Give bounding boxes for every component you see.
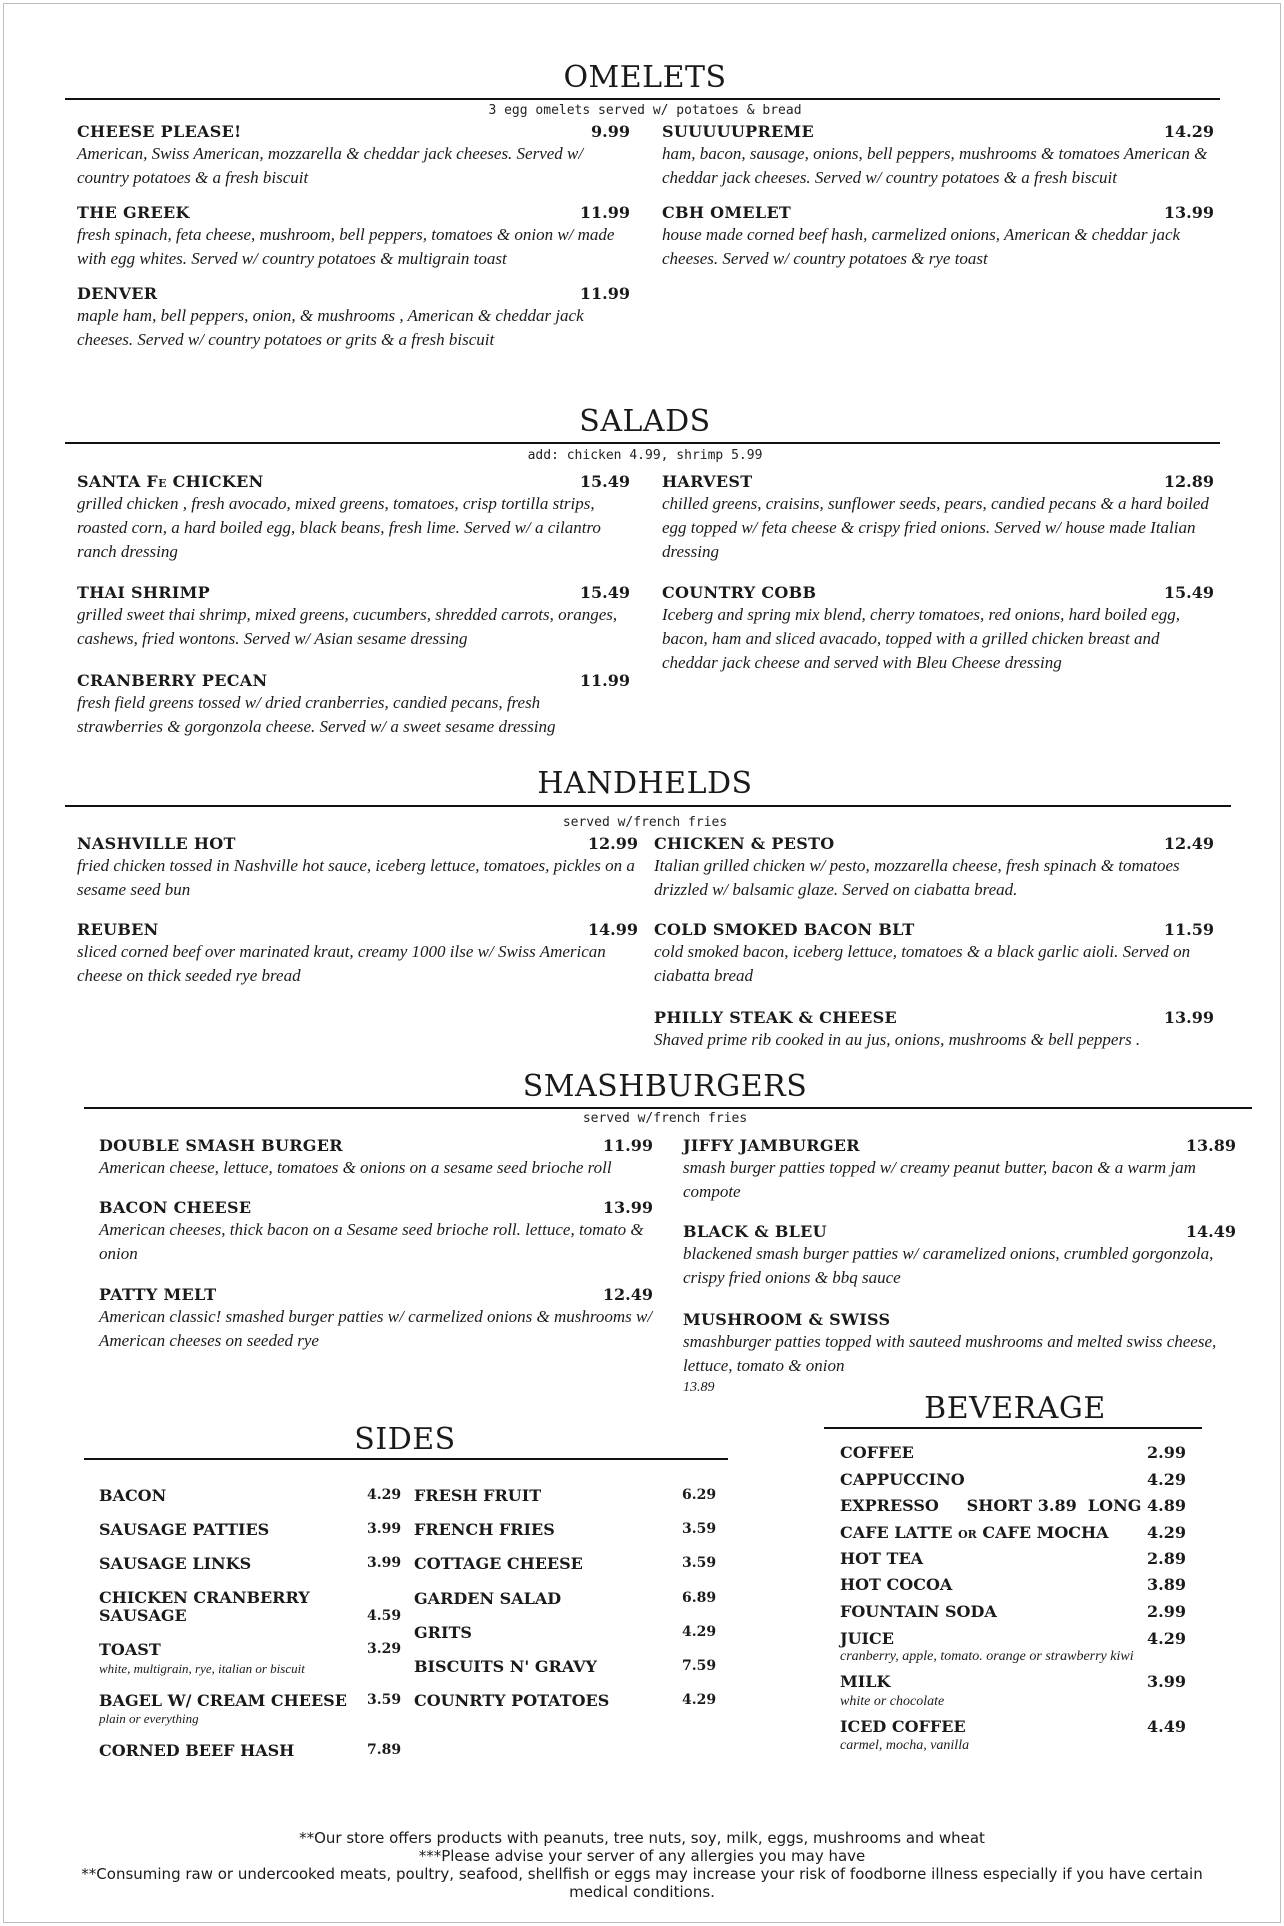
beverage-item (840, 1549, 1186, 1568)
item-name: CHEESE PLEASE! (77, 122, 242, 141)
item-price: 13.99 (602, 1198, 653, 1217)
salads-note: add: chicken 4.99, shrimp 5.99 (527, 448, 763, 463)
item-name: CBH OMELET (662, 203, 792, 222)
item-name: MUSHROOM & SWISS (683, 1310, 891, 1329)
beverage-item (840, 1672, 1186, 1691)
item-name: PHILLY STEAK & CHEESE (654, 1008, 897, 1027)
beverage-name: CAPPUCCINO (840, 1470, 965, 1489)
item-description: chilled greens, craisins, sunflower seeds, pears, candied pecans & a hard boiled egg topped w/ feta cheese & crispy fried onions. Served w/ house made Italian dressing (662, 494, 1209, 561)
item-price: 13.89 (683, 1380, 715, 1395)
menu-item (662, 122, 1214, 190)
beverage-price: 2.89 (1147, 1549, 1186, 1568)
menu-item (662, 583, 1214, 675)
beverage-name: ICED COFFEE (840, 1717, 966, 1736)
item-description: ham, bacon, sausage, onions, bell peppers, mushrooms & tomatoes American & cheddar jack cheeses. Served w/ country potatoes & a fresh biscuit (662, 144, 1208, 187)
smashburgers-note: served w/french fries (582, 1111, 748, 1126)
side-price: 3.99 (367, 1521, 402, 1537)
side-name: SAUSAGE PATTIES (99, 1520, 270, 1539)
side-name: FRENCH FRIES (414, 1520, 555, 1539)
item-description: fried chicken tossed in Nashville hot sauce, iceberg lettuce, tomatoes, pickles on a sesame seed bun (77, 856, 635, 899)
item-description: fresh field greens tossed w/ dried cranberries, candied pecans, fresh strawberries & gorgonzola cheese. Served w/ a sweet sesame dressing (77, 693, 556, 736)
menu-item (77, 671, 630, 739)
menu-item (654, 1008, 1214, 1052)
item-price: 15.49 (579, 583, 630, 602)
item-price: 14.29 (1163, 122, 1214, 141)
beverage-price: 4.29 (1147, 1470, 1186, 1489)
item-price: 15.49 (1163, 583, 1214, 602)
sides-title: SIDES (354, 1422, 456, 1457)
beverage-price: 4.29 (1147, 1523, 1186, 1542)
item-price: 12.49 (602, 1285, 653, 1304)
item-description: American classic! smashed burger patties w/ carmelized onions & mushrooms w/ American cheeses on seeded rye (99, 1307, 653, 1350)
item-description: grilled sweet thai shrimp, mixed greens, cucumbers, shredded carrots, oranges, cashews, fried wontons. Served w/ Asian sesame dressing (77, 605, 618, 648)
beverage-price: 3.99 (1147, 1672, 1186, 1691)
item-name: CRANBERRY PECAN (77, 671, 268, 690)
menu-item (654, 834, 1214, 902)
item-name: COUNTRY COBB (662, 583, 817, 602)
beverage-item (840, 1496, 1186, 1515)
item-price: 14.49 (1185, 1222, 1236, 1241)
beverage-name: EXPRESSO SHORT 3.89 LONG (840, 1496, 1142, 1515)
item-name: HARVEST (662, 472, 753, 491)
side-price: 4.29 (682, 1692, 717, 1708)
side-price: 7.89 (367, 1742, 402, 1758)
item-description: smashburger patties topped with sauteed mushrooms and melted swiss cheese, lettuce, tomato & onion (683, 1332, 1217, 1375)
handhelds-rule (65, 805, 1231, 807)
beverage-price: 4.49 (1147, 1717, 1186, 1736)
beverage-item (840, 1629, 1186, 1648)
item-name: JIFFY JAMBURGER (683, 1136, 860, 1155)
beverage-name: FOUNTAIN SODA (840, 1602, 997, 1621)
omelets-note: 3 egg omelets served w/ potatoes & bread (488, 103, 802, 118)
item-name: PATTY MELT (99, 1285, 217, 1304)
beverage-name: HOT TEA (840, 1549, 924, 1568)
side-name: BAGEL W/ CREAM CHEESE (99, 1691, 347, 1710)
item-name: DENVER (77, 284, 158, 303)
menu-item (654, 920, 1214, 988)
item-name: NASHVILLE HOT (77, 834, 236, 853)
beverage-name: CAFE LATTE or CAFE MOCHA (840, 1523, 1109, 1542)
item-price: 13.99 (1163, 1008, 1214, 1027)
item-description: smash burger patties topped w/ creamy peanut butter, bacon & a warm jam compote (683, 1158, 1196, 1201)
item-price: 15.49 (579, 472, 630, 491)
item-description: house made corned beef hash, carmelized onions, American & cheddar jack cheeses. Served w/ country potatoes & rye toast (662, 225, 1181, 268)
beverage-item (840, 1523, 1186, 1542)
beverage-price: 2.99 (1147, 1443, 1186, 1462)
item-price: 11.99 (602, 1136, 653, 1155)
raw-food-warning: **Consuming raw or undercooked meats, poultry, seafood, shellfish or eggs may increase your risk of foodborne illness especially if you have certain medical conditions. (81, 1865, 1203, 1901)
item-price: 13.99 (1163, 203, 1214, 222)
menu-item (77, 834, 638, 902)
item-description: Italian grilled chicken w/ pesto, mozzarella cheese, fresh spinach & tomatoes drizzled w/ balsamic glaze. Served on ciabatta bread. (654, 856, 1180, 899)
side-price: 6.89 (682, 1590, 717, 1606)
smashburgers-rule (84, 1107, 1252, 1109)
side-name: CHICKEN CRANBERRY SAUSAGE (99, 1588, 310, 1625)
item-name: THAI SHRIMP (77, 583, 210, 602)
item-name: BACON CHEESE (99, 1198, 252, 1217)
beverage-name: JUICE (840, 1629, 894, 1648)
salads-rule (65, 442, 1220, 444)
sides-rule (84, 1458, 728, 1460)
menu-item (662, 472, 1214, 564)
side-price: 3.59 (682, 1521, 717, 1537)
item-price: 14.99 (587, 920, 638, 939)
item-name: REUBEN (77, 920, 159, 939)
beverage-title: BEVERAGE (924, 1391, 1106, 1426)
beverage-item (840, 1443, 1186, 1462)
item-price: 12.49 (1163, 834, 1214, 853)
menu-item (683, 1222, 1236, 1290)
item-name: DOUBLE SMASH BURGER (99, 1136, 343, 1155)
side-price: 6.29 (682, 1487, 717, 1503)
beverage-name: HOT COCOA (840, 1575, 953, 1594)
handhelds-title: HANDHELDS (537, 766, 753, 801)
item-description: American cheese, lettuce, tomatoes & onions on a sesame seed brioche roll (99, 1158, 612, 1177)
menu-item (99, 1198, 653, 1266)
omelets-rule (65, 98, 1220, 100)
side-name: GRITS (414, 1623, 472, 1642)
side-price: 7.59 (682, 1658, 717, 1674)
beverage-price: 3.89 (1147, 1575, 1186, 1594)
item-description: American, Swiss American, mozzarella & cheddar jack cheeses. Served w/ country potatoes & a fresh biscuit (77, 144, 584, 187)
allergen-notice: **Our store offers products with peanuts, tree nuts, soy, milk, eggs, mushrooms and wheat (299, 1829, 985, 1847)
allergy-advisory: ***Please advise your server of any allergies you may have (418, 1847, 866, 1865)
item-name: BLACK & BLEU (683, 1222, 827, 1241)
omelets-title: OMELETS (563, 60, 727, 95)
beverage-subtext: carmel, mocha, vanilla (840, 1738, 970, 1753)
item-price: 12.89 (1163, 472, 1214, 491)
menu-item (77, 472, 630, 564)
side-price: 3.59 (367, 1692, 402, 1708)
item-name: CHICKEN & PESTO (654, 834, 835, 853)
salads-title: SALADS (579, 404, 711, 439)
item-description: blackened smash burger patties w/ caramelized onions, crumbled gorgonzola, crispy fried onions & bbq sauce (683, 1244, 1214, 1287)
item-description: Iceberg and spring mix blend, cherry tomatoes, red onions, hard boiled egg, bacon, ham and sliced avacado, topped with a grilled chicken breast and cheddar jack cheese and served with Bleu Cheese dressing (662, 605, 1180, 672)
item-description: maple ham, bell peppers, onion, & mushrooms , American & cheddar jack cheeses. Served w/ country potatoes or grits & a fresh biscuit (77, 306, 584, 349)
item-name: SANTA Fe CHICKEN (77, 472, 264, 491)
menu-item (77, 920, 638, 988)
item-name: COLD SMOKED BACON BLT (654, 920, 915, 939)
side-price: 3.29 (367, 1641, 402, 1657)
menu-item (683, 1310, 1236, 1397)
menu-item (77, 203, 630, 271)
side-name: SAUSAGE LINKS (99, 1554, 252, 1573)
item-description: Shaved prime rib cooked in au jus, onions, mushrooms & bell peppers . (654, 1030, 1141, 1049)
beverage-name: COFFEE (840, 1443, 914, 1462)
item-price: 12.99 (587, 834, 638, 853)
menu-item (77, 583, 630, 651)
beverage-price: 2.99 (1147, 1602, 1186, 1621)
beverage-item (840, 1717, 1186, 1736)
beverage-subtext: white or chocolate (840, 1694, 945, 1709)
side-price: 3.59 (682, 1555, 717, 1571)
item-name: SUUUUUPREME (662, 122, 815, 141)
item-description: cold smoked bacon, iceberg lettuce, tomatoes & a black garlic aioli. Served on ciabatta bread (654, 942, 1191, 985)
menu-item (77, 284, 630, 352)
menu-item (77, 122, 630, 190)
menu-item (662, 203, 1214, 271)
side-name: BACON (99, 1486, 167, 1505)
beverage-item (840, 1470, 1186, 1489)
side-name: CORNED BEEF HASH (99, 1741, 295, 1760)
side-name: COUNRTY POTATOES (414, 1691, 610, 1710)
side-name: TOAST (99, 1640, 161, 1659)
beverage-price: 4.89 (1147, 1496, 1186, 1515)
side-price: 4.59 (367, 1608, 402, 1624)
side-price: 4.29 (682, 1624, 717, 1640)
side-subtext: plain or everything (99, 1711, 199, 1726)
item-description: sliced corned beef over marinated kraut, creamy 1000 ilse w/ Swiss American cheese on thick seeded rye bread (77, 942, 606, 985)
item-description: American cheeses, thick bacon on a Sesame seed brioche roll. lettuce, tomato & onion (99, 1220, 644, 1263)
handhelds-note: served w/french fries (562, 815, 728, 830)
beverage-item (840, 1602, 1186, 1621)
item-price: 11.99 (579, 203, 630, 222)
side-name: GARDEN SALAD (414, 1589, 562, 1608)
menu-item (683, 1136, 1236, 1204)
beverage-item (840, 1575, 1186, 1594)
beverage-rule (824, 1427, 1202, 1429)
item-price: 11.59 (1163, 920, 1214, 939)
side-name: COTTAGE CHEESE (414, 1554, 583, 1573)
menu-item (99, 1136, 653, 1180)
menu-item (99, 1285, 653, 1353)
item-name: THE GREEK (77, 203, 190, 222)
side-subtext: white, multigrain, rye, italian or biscuit (99, 1661, 305, 1676)
beverage-subtext: cranberry, apple, tomato. orange or strawberry kiwi (840, 1649, 1134, 1664)
side-name: FRESH FRUIT (414, 1486, 542, 1505)
beverage-price: 4.29 (1147, 1629, 1186, 1648)
item-description: fresh spinach, feta cheese, mushroom, bell peppers, tomatoes & onion w/ made with egg whites. Served w/ country potatoes & multigrain toast (77, 225, 615, 268)
item-price: 11.99 (579, 671, 630, 690)
beverage-name: MILK (840, 1672, 891, 1691)
item-price: 9.99 (591, 122, 630, 141)
item-price: 11.99 (579, 284, 630, 303)
item-description: grilled chicken , fresh avocado, mixed greens, tomatoes, crisp tortilla strips, roasted corn, a hard boiled egg, black beans, fresh lime. Served w/ a cilantro ranch dressing (77, 494, 601, 561)
side-name: BISCUITS N' GRAVY (414, 1657, 597, 1676)
smashburgers-title: SMASHBURGERS (522, 1069, 808, 1104)
side-price: 4.29 (367, 1487, 402, 1503)
side-price: 3.99 (367, 1555, 402, 1571)
item-price: 13.89 (1185, 1136, 1236, 1155)
